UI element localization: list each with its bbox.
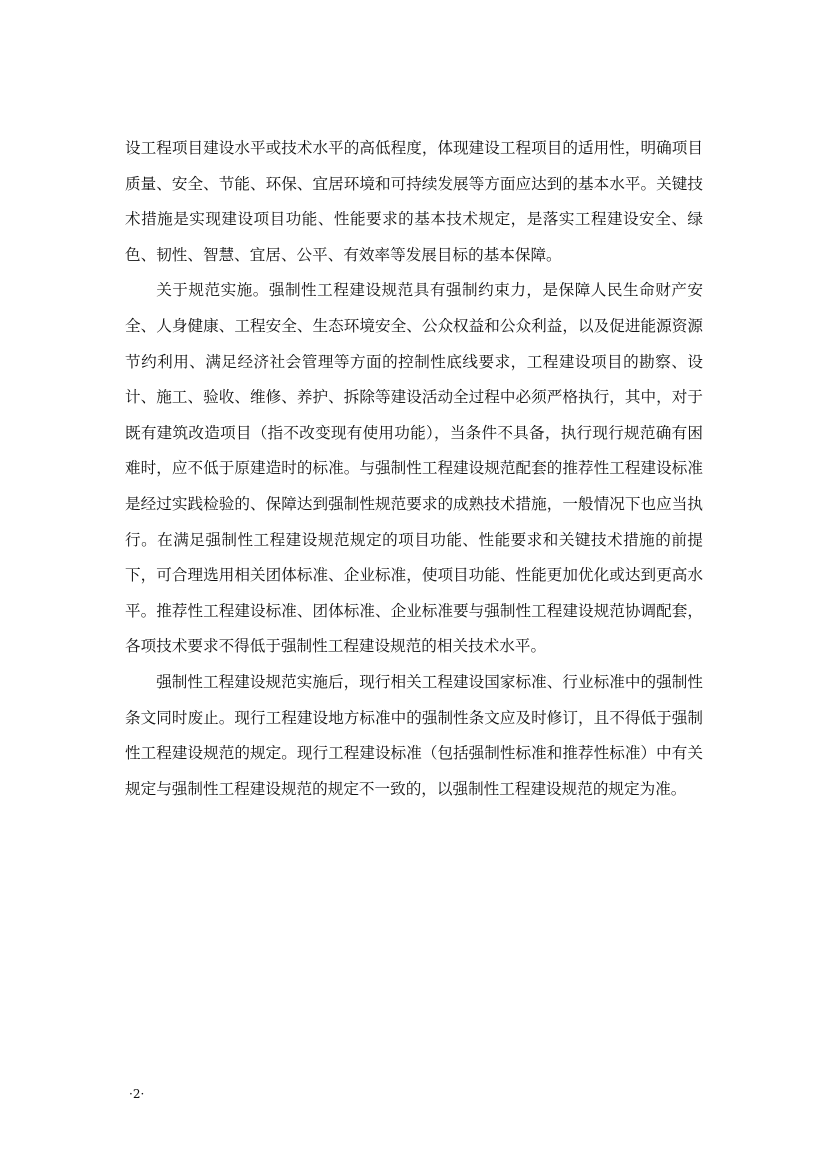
body-text: [125, 131, 703, 807]
paragraph-2: 关于规范实施。强制性工程建设规范具有强制约束力，是保障人民生命财产安全、人身健康、工程安全、生态环境安全、公众权益和公众利益，以及促进能源资源节约利用、满足经济社会管理等方面的控制性底线要求，工程建设项目的勘察、设计、施工、验收、维修、养护、拆除等建设活动全过程中必须严格执行，其中，对于既有建筑改造项目（指不改变现有使用功能），当条件不具备，执行现行规范确有困难时，应不低于原建造时的标准。与强制性工程建设规范配套的推荐性工程建设标准是经过实践检验的、保障达到强制性规范要求的成熟技术措施，一般情况下也应当执行。在满足强制性工程建设规范规定的项目功能、性能要求和关键技术措施的前提下，可合理选用相关团体标准、企业标准，使项目功能、性能更加优化或达到更高水平。推荐性工程建设标准、团体标准、企业标准要与强制性工程建设规范协调配套，各项技术要求不得低于强制性工程建设规范的相关技术水平。: [125, 281, 703, 656]
paragraph-3: 强制性工程建设规范实施后，现行相关工程建设国家标准、行业标准中的强制性条文同时废止。现行工程建设地方标准中的强制性条文应及时修订，且不得低于强制性工程建设规范的规定。现行工程建设标准（包括强制性标准和推荐性标准）中有关规定与强制性工程建设规范的规定不一致的，以强制性工程建设规范的规定为准。: [125, 672, 703, 798]
page-number: ·2·: [129, 1087, 145, 1101]
paragraph-1: 设工程项目建设水平或技术水平的高低程度，体现建设工程项目的适用性，明确项目质量、安全、节能、环保、宜居环境和可持续发展等方面应达到的基本水平。关键技术措施是实现建设项目功能、性能要求的基本技术规定，是落实工程建设安全、绿色、韧性、智慧、宜居、公平、有效率等发展目标的基本保障。: [125, 139, 703, 264]
